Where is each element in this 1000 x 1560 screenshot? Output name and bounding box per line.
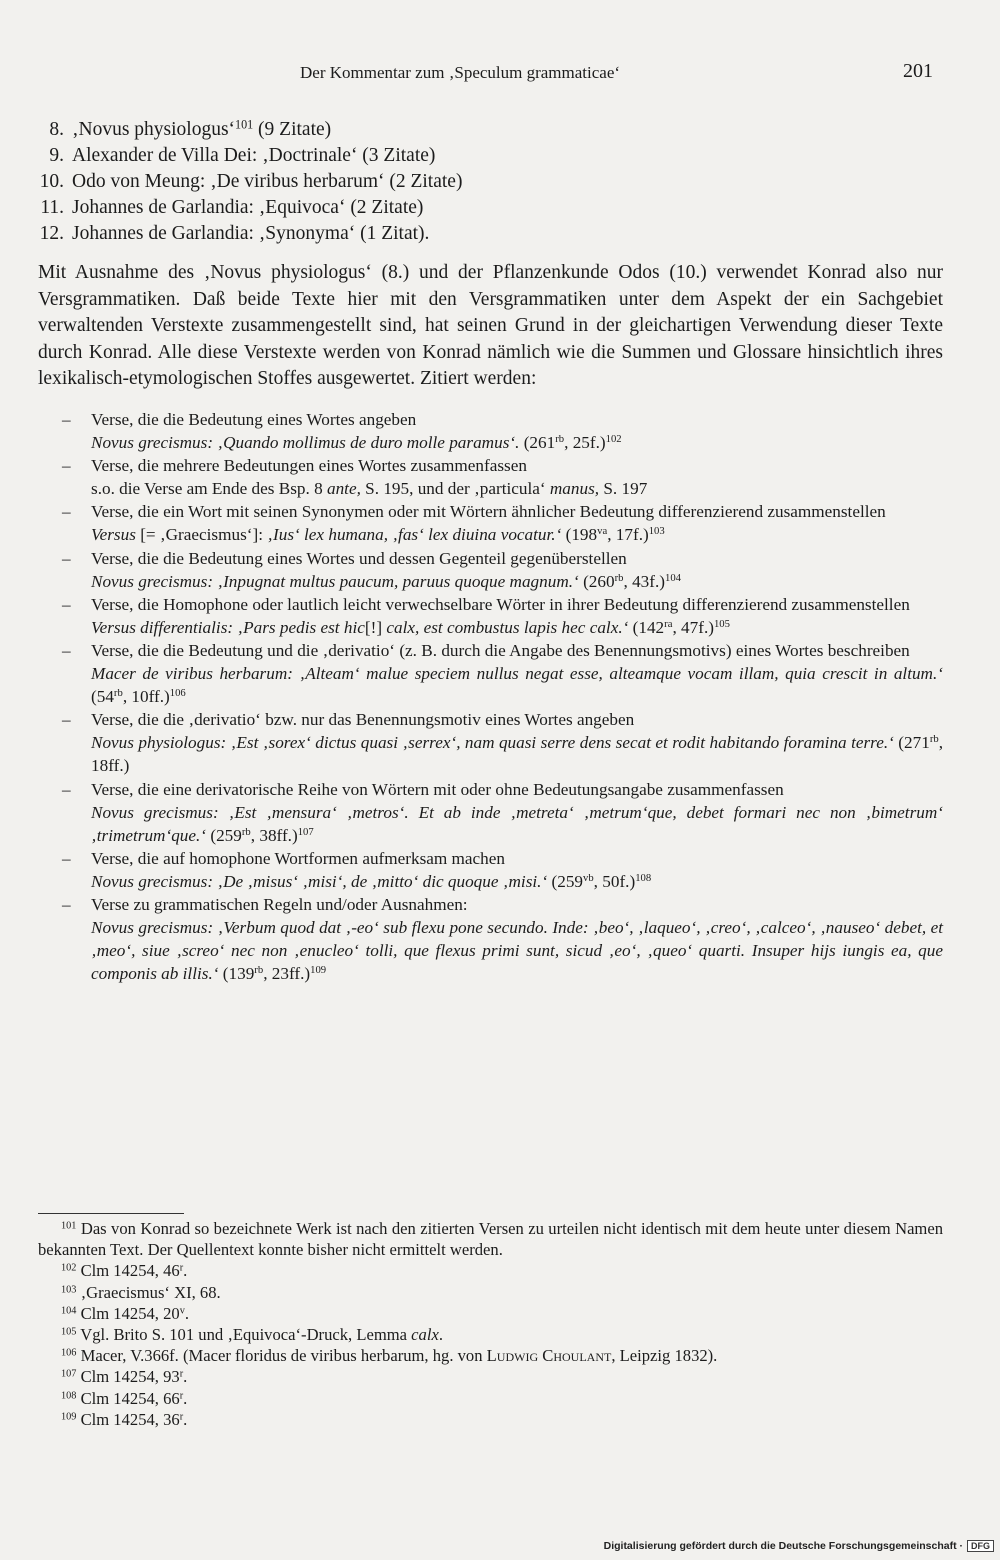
enum-number: 11. <box>40 197 64 218</box>
enum-text <box>72 221 429 247</box>
enum-title: Odo von Meung: ‚De viribus herbarum‘ (2 Zitate) <box>72 171 463 192</box>
folio-side: r <box>179 1368 184 1380</box>
footnote <box>38 1303 943 1324</box>
footnote-ref: 104 <box>665 572 681 584</box>
footnote-text: Clm 14254, 46 <box>76 1261 180 1281</box>
footnote-body <box>38 1389 187 1408</box>
line-ref: , 17f.) <box>607 525 649 545</box>
footnote-ref: 109 <box>310 965 327 977</box>
line-ref: , 43f.) <box>623 571 665 591</box>
item-lead: Verse, die die Bedeutung eines Wortes und dessen Gegenteil gegenüberstellen <box>91 548 627 568</box>
dash-bullet: – <box>62 410 71 429</box>
citation-quote: ‚Est ‚sorex‘ dictus quasi ‚serrex‘, nam quasi serre dens secat et rodit habitando foramina terre.‘ <box>226 733 894 753</box>
footnote-number: 105 <box>61 1326 77 1338</box>
footnote-body <box>38 1410 187 1429</box>
folio-side: r <box>179 1389 184 1401</box>
citation-source: Macer de viribus herbarum: <box>91 664 293 684</box>
item-lead: Verse, die Homophone oder lautlich leicht verwechselbare Wörter in ihrer Bedeutung differenzierend zusammenstellen <box>91 594 910 614</box>
citation-quote: ‚Pars pedis est hic <box>233 617 365 637</box>
footnote-text: ‚Graecismus‘ XI, 68. <box>76 1282 221 1302</box>
enum-text <box>72 195 423 221</box>
footnote <box>38 1282 943 1303</box>
folio-side: rb <box>254 965 264 977</box>
list-item <box>38 593 943 639</box>
line-ref: , 10ff.) <box>122 687 170 707</box>
enum-title: Alexander de Villa Dei: ‚Doctrinale‘ (3 Zitate) <box>72 145 436 166</box>
enum-row <box>38 169 943 195</box>
footnote-ref: 103 <box>648 526 665 538</box>
citation-quote: calx, est combustus lapis hec calx.‘ <box>382 617 629 637</box>
folio-ref: (198 <box>561 525 598 545</box>
enum-row <box>38 143 943 169</box>
item-text: s.o. die Verse am Ende des Bsp. 8 <box>91 479 327 499</box>
dash-bullet: – <box>62 456 71 476</box>
dfg-logo-icon: DFG <box>967 1540 994 1552</box>
enum-title: Johannes de Garlandia: ‚Equivoca‘ (2 Zitate) <box>72 197 424 218</box>
footnote-tail: . <box>438 1325 443 1345</box>
enum-row <box>38 221 943 247</box>
dash-bullet: – <box>62 848 71 868</box>
footnote-italic: calx <box>411 1325 439 1345</box>
author-name: Ludwig Choulant <box>486 1346 612 1366</box>
folio-side: ra <box>664 618 673 630</box>
citation-source-note: [= ‚Graecismus‘]: <box>135 525 263 545</box>
footnote-text: Clm 14254, 93 <box>76 1367 180 1387</box>
item-text: S. 195, und der ‚particula‘ <box>360 479 550 499</box>
citation-quote: ‚Alteam‘ malue speciem nullus negat esse, alteamque vocam illam, quia crescit in altum.‘ <box>292 664 943 684</box>
citation-source: Novus grecismus: <box>91 571 214 591</box>
citation-quote: ‚Inpugnat multus paucum, paruus quoque magnum.‘ <box>213 571 579 591</box>
footnote-text: Clm 14254, 36 <box>76 1409 180 1429</box>
footnote <box>38 1409 943 1430</box>
editorial-mark: [!] <box>364 617 383 637</box>
citation-quote: ‚De ‚misus‘ ‚misi‘, de ‚mitto‘ dic quoque ‚misi.‘ <box>213 871 548 891</box>
footnote-ref: 102 <box>605 434 622 446</box>
folio-ref: (260 <box>578 571 615 591</box>
list-item <box>38 454 943 500</box>
citation-quote: ‚Quando mollimus de duro molle paramus‘. <box>213 433 520 453</box>
footnote-number: 109 <box>61 1411 77 1423</box>
folio-side: rb <box>614 572 624 584</box>
enum-number: 12. <box>39 223 64 244</box>
list-item <box>38 408 943 454</box>
scan-credit-text: Digitalisierung gefördert durch die Deutsche Forschungsgemeinschaft · <box>603 1540 963 1552</box>
folio-side: rb <box>241 826 251 838</box>
folio-side: va <box>597 526 608 538</box>
folio-ref: (271 <box>893 733 930 753</box>
item-lead: Verse, die auf homophone Wortformen aufmerksam machen <box>91 848 505 868</box>
footnote-body <box>38 1261 187 1280</box>
verse-type-list <box>38 408 943 985</box>
footnote-tail: , Leipzig 1832). <box>611 1346 718 1366</box>
item-lead: Verse, die ein Wort mit seinen Synonymen oder mit Wörtern ähnlicher Bedeutung differenzierend zusammenstellen <box>91 502 886 522</box>
footnote-body <box>38 1304 189 1323</box>
list-item <box>38 893 943 985</box>
folio-side: rb <box>113 688 123 700</box>
footnote-ref: 105 <box>713 618 730 630</box>
dash-bullet: – <box>62 710 71 730</box>
item-lead: Verse zu grammatischen Regeln und/oder Ausnahmen: <box>91 894 468 914</box>
page-number: 201 <box>903 60 933 82</box>
footnote-number: 101 <box>61 1220 77 1232</box>
list-item <box>38 500 943 546</box>
line-ref: , 47f.) <box>672 617 714 637</box>
footnote-ref: 108 <box>635 873 652 885</box>
footnote <box>38 1366 943 1387</box>
footnote-number: 103 <box>61 1283 77 1295</box>
footnote-body <box>38 1346 717 1365</box>
list-item <box>38 547 943 593</box>
footnote <box>38 1324 943 1345</box>
enum-row <box>38 117 943 143</box>
intro-paragraph-text: Mit Ausnahme des ‚Novus physiologus‘ (8.) und der Pflanzenkunde Odos (10.) verwendet Konrad also nur Versgrammatiken. Daß beide Texte hier mit den Versgrammatiken unter dem Aspekt der ein Sachgebiet verwaltenden Verstexte zusammengestellt sind, hat seinen Grund in der gleichartigen Verwendung dieser Texte durch Konrad. Alle diese Verstexte werden von Konrad nämlich wie die Summen und Glossare hinsichtlich ihres lexikalisch-etymologischen Stoffes ausgewertet. Zitiert werden: <box>38 262 943 390</box>
footnote-text: Das von Konrad so bezeichnete Werk ist nach den zitierten Versen zu urteilen nicht identisch mit dem heute unter diesem Namen bekannten Text. Der Quellentext konnte bisher nicht ermittelt werden. <box>38 1219 943 1260</box>
citation-quote: ‚Verbum quod dat ‚-eo‘ sub flexu pone secundo. Inde: ‚beo‘, ‚laqueo‘, ‚creo‘, ‚calceo‘, ‚nauseo‘ debet, et ‚meo‘, siue ‚screo‘ nec non ‚enucleo‘ tolli, que flexus primi sunt, sicud ‚eo‘, ‚queo‘ quarti. Insuper hijs iungis ea, que componis ab illis.‘ <box>91 918 943 984</box>
dash-bullet: – <box>62 548 71 568</box>
footnote-number: 106 <box>61 1347 77 1359</box>
footnote-number: 102 <box>61 1262 77 1274</box>
folio-side: v <box>179 1305 185 1317</box>
dash-bullet: – <box>62 640 71 660</box>
item-lead: Verse, die die Bedeutung und die ‚derivatio‘ (z. B. durch die Angabe des Benennungsmotivs) eines Wortes beschreiben <box>91 640 910 660</box>
enum-number: 10. <box>39 171 64 192</box>
dash-bullet: – <box>62 594 71 614</box>
footnote-text: Vgl. Brito S. 101 und ‚Equivoca‘-Druck, Lemma <box>76 1325 412 1345</box>
folio-side: rb <box>929 734 939 746</box>
folio-ref: (142 <box>628 617 665 637</box>
footnote-number: 108 <box>61 1389 77 1401</box>
intro-paragraph <box>38 260 943 393</box>
folio-side: r <box>179 1411 184 1423</box>
footnote-ref: 101 <box>235 117 254 132</box>
footnote-number: 107 <box>61 1368 77 1380</box>
footnote-body <box>38 1219 943 1259</box>
list-item <box>38 639 943 708</box>
footnote-text: Macer, V.366f. (Macer floridus de viribus herbarum, hg. von <box>76 1346 487 1366</box>
footnotes <box>38 1218 943 1430</box>
running-head <box>38 60 943 86</box>
folio-side: r <box>179 1262 184 1274</box>
citation-source: Novus grecismus: <box>91 433 214 453</box>
dash-bullet: – <box>62 894 71 914</box>
footnote-tail: . <box>183 1261 188 1281</box>
citation-source: Versus differentialis: <box>91 617 234 637</box>
citation-quote: ‚Est ‚mensura‘ ‚metros‘. Et ab inde ‚metreta‘ ‚metrum‘que, debet formari nec non ‚bimetrum‘ ‚trimetrum‘que.‘ <box>91 802 943 845</box>
enum-count: (9 Zitate) <box>253 119 332 140</box>
list-item <box>38 847 943 893</box>
enum-text <box>72 143 435 169</box>
footnote <box>38 1388 943 1409</box>
enum-number: 8. <box>49 119 64 140</box>
citation-source: Versus <box>91 525 136 545</box>
folio-ref: (261 <box>519 433 556 453</box>
line-ref: , 25f.) <box>564 433 606 453</box>
folio-side: rb <box>555 434 565 446</box>
enum-title: Johannes de Garlandia: ‚Synonyma‘ (1 Zitat). <box>72 223 430 244</box>
citation-source: Novus grecismus: <box>91 918 214 938</box>
running-head-title: Der Kommentar zum ‚Speculum grammaticae‘ <box>300 63 621 82</box>
footnote-ref: 107 <box>297 826 314 838</box>
footnote-body <box>38 1367 187 1386</box>
list-item <box>38 708 943 777</box>
folio-ref: (259 <box>547 871 584 891</box>
footnote-text: Clm 14254, 66 <box>76 1388 180 1408</box>
item-text: S. 197 <box>599 479 648 499</box>
footnote-ref: 106 <box>169 688 186 700</box>
item-italic: manus, <box>549 479 600 499</box>
citation-source: Novus grecismus: <box>91 871 214 891</box>
footnote-body <box>38 1325 443 1344</box>
folio-ref: (259 <box>206 825 242 845</box>
enum-text <box>72 117 331 143</box>
footnote <box>38 1218 943 1260</box>
line-ref: , 38ff.) <box>250 825 298 845</box>
folio-ref: (54 <box>91 687 114 707</box>
folio-ref: (139 <box>218 964 255 984</box>
scan-credit <box>604 1540 994 1552</box>
folio-side: vb <box>583 873 594 885</box>
enum-text <box>72 169 462 195</box>
enum-number: 9. <box>49 145 64 166</box>
footnote-body <box>38 1283 221 1302</box>
line-ref: , 50f.) <box>593 871 636 891</box>
item-italic: ante, <box>326 479 361 499</box>
footnote-separator <box>38 1213 184 1214</box>
footnote <box>38 1345 943 1366</box>
item-lead: Verse, die die ‚derivatio‘ bzw. nur das Benennungsmotiv eines Wortes angeben <box>91 710 635 730</box>
line-ref: , 18ff.) <box>91 733 943 776</box>
footnote-tail: . <box>183 1409 188 1429</box>
footnote-tail: . <box>183 1367 188 1387</box>
item-lead: Verse, die mehrere Bedeutungen eines Wortes zusammenfassen <box>91 456 527 476</box>
dash-bullet: – <box>62 502 71 522</box>
enum-row <box>38 195 943 221</box>
list-item <box>38 778 943 847</box>
item-lead: Verse, die die Bedeutung eines Wortes angeben <box>91 410 417 429</box>
footnote-tail: . <box>183 1388 188 1408</box>
dash-bullet: – <box>62 779 71 799</box>
item-lead: Verse, die eine derivatorische Reihe von Wörtern mit oder ohne Bedeutungsangabe zusammenfassen <box>91 779 784 799</box>
citation-source: Novus physiologus: <box>91 733 227 753</box>
footnote-number: 104 <box>61 1305 77 1317</box>
citation-source: Novus grecismus: <box>91 802 219 822</box>
footnote-text: Clm 14254, 20 <box>76 1303 180 1323</box>
citation-quote: ‚Ius‘ lex humana, ‚fas‘ lex diuina vocatur.‘ <box>262 525 562 545</box>
enum-title: ‚Novus physiologus‘ <box>72 119 236 140</box>
line-ref: , 23ff.) <box>263 964 311 984</box>
footnote <box>38 1260 943 1281</box>
footnote-tail: . <box>184 1303 189 1323</box>
enumerated-source-list <box>38 117 943 247</box>
